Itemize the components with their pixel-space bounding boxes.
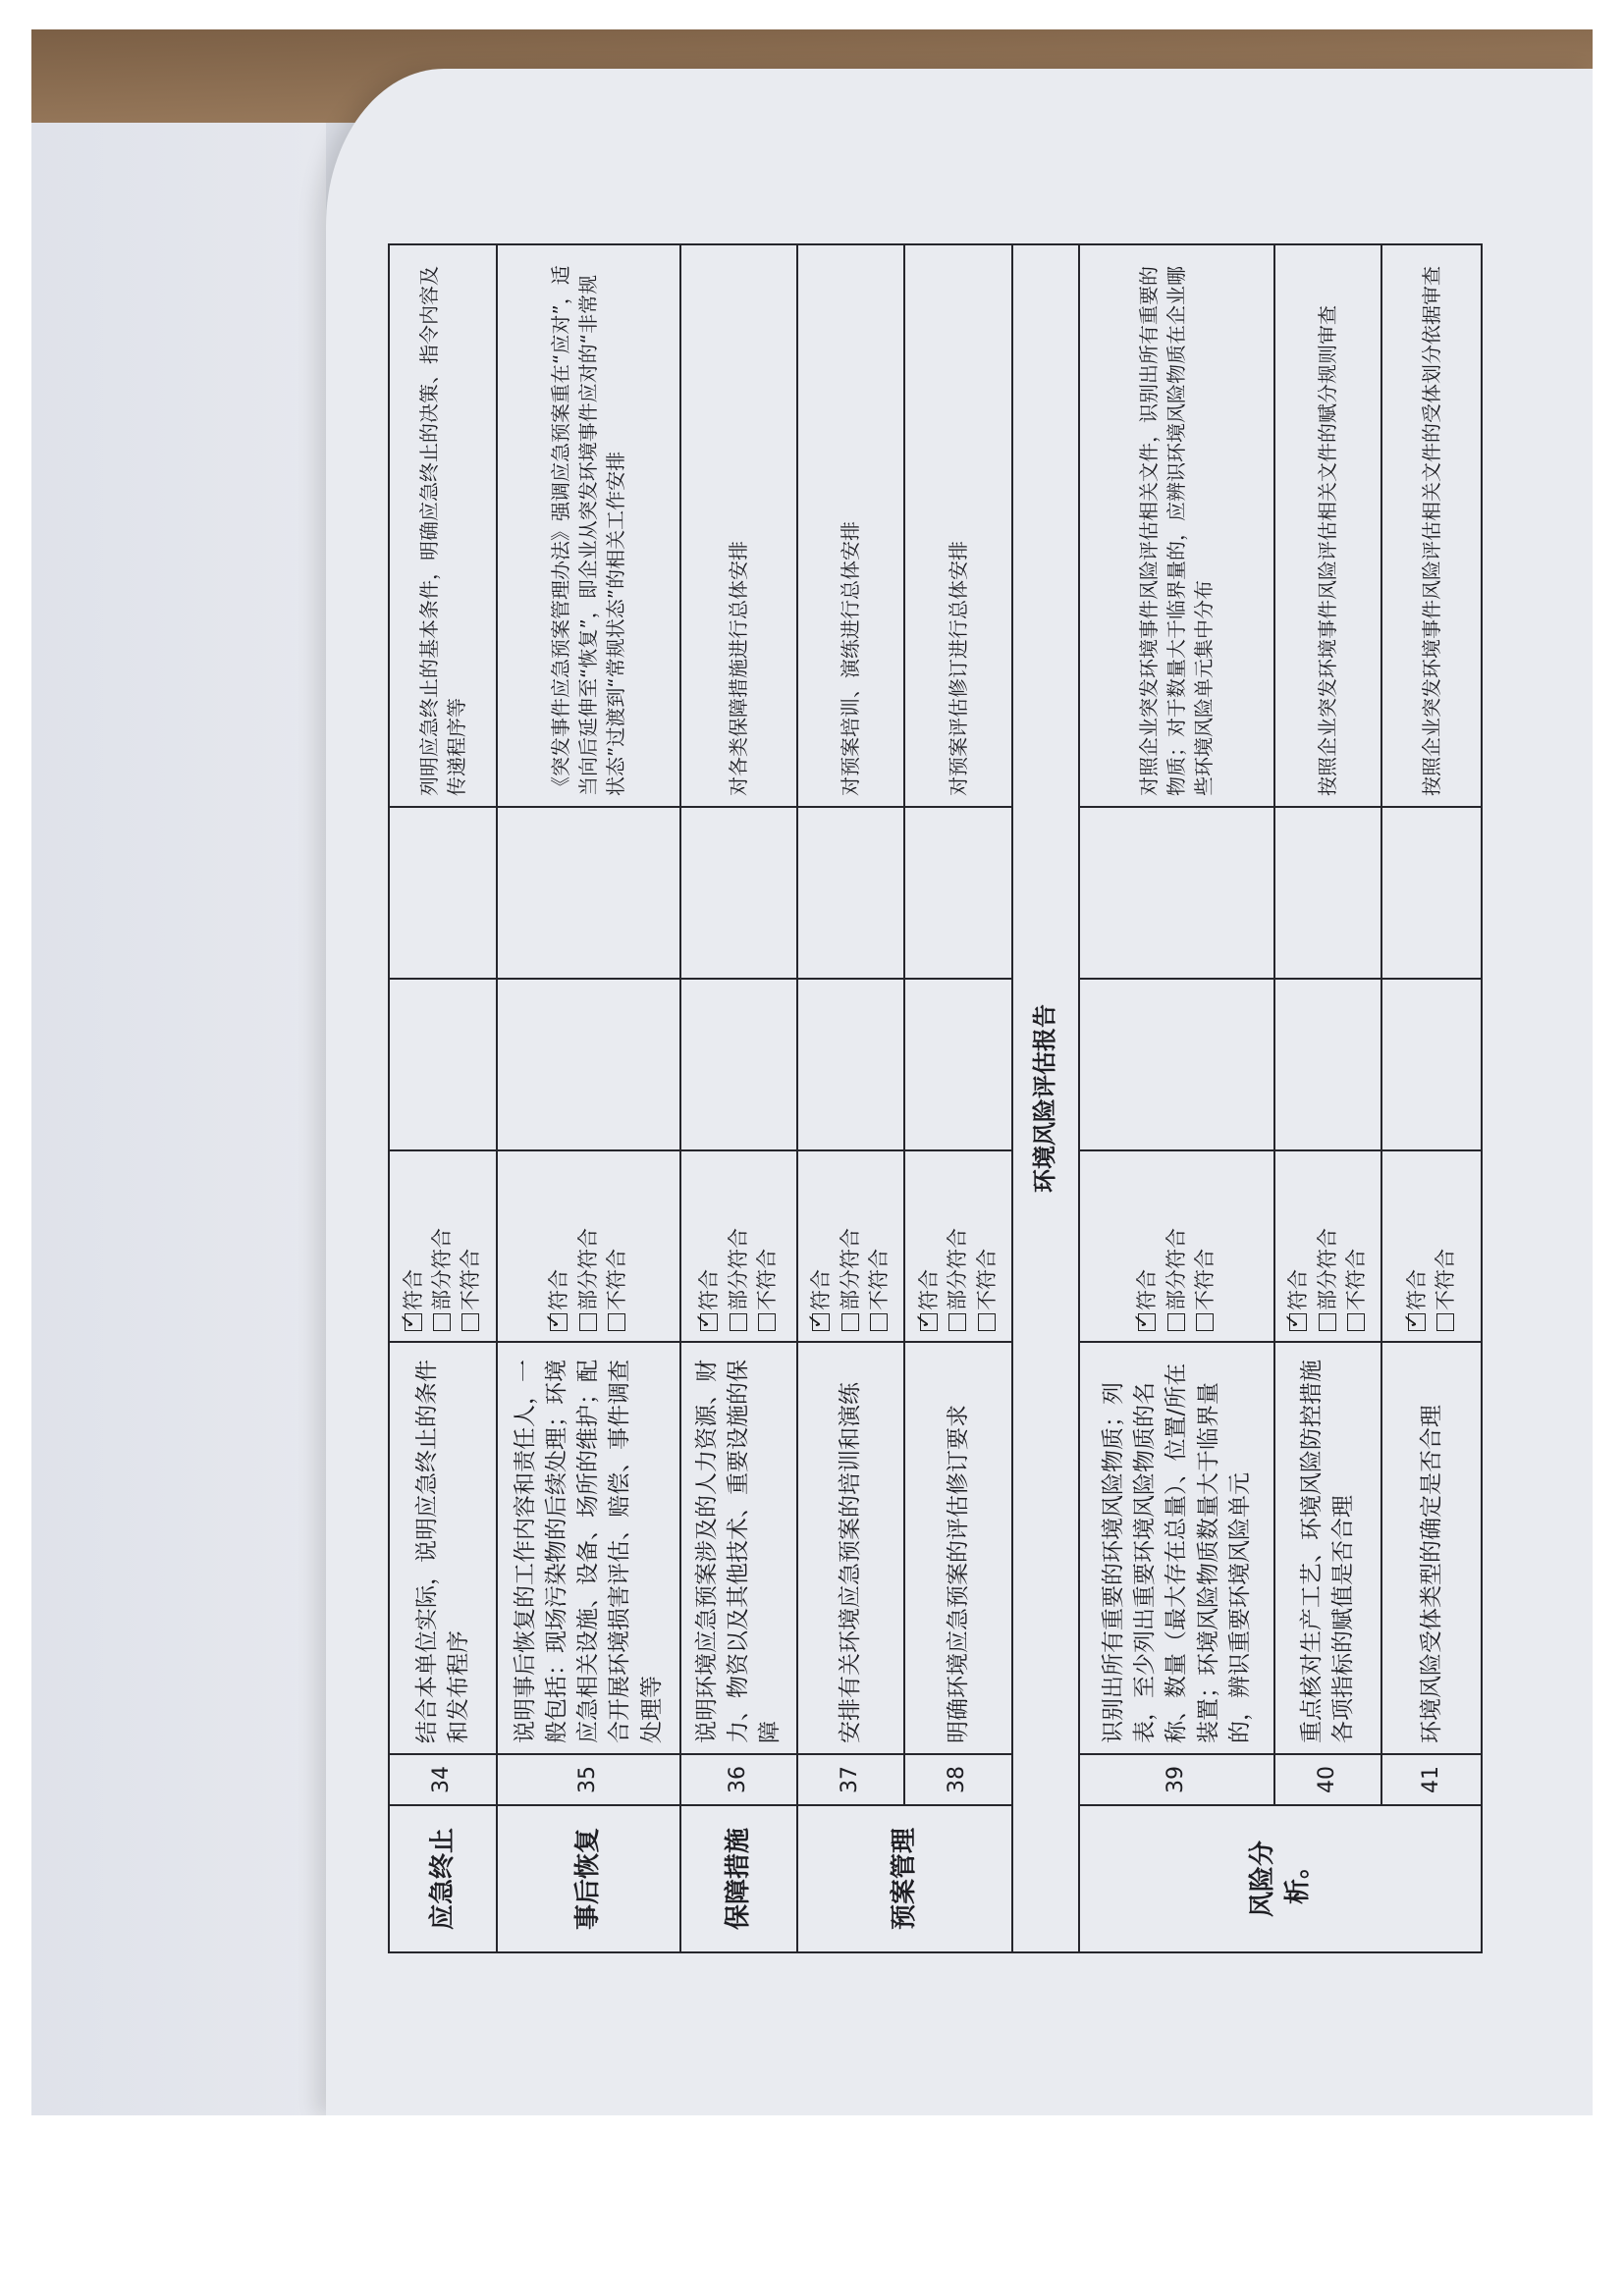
checkbox-icon[interactable] xyxy=(841,1313,859,1331)
result-options xyxy=(797,1150,905,1342)
item-number: 36 xyxy=(680,1754,797,1805)
blank-cell xyxy=(797,807,905,979)
checked-box-icon[interactable] xyxy=(1289,1313,1307,1331)
note-text: 对预案评估修订进行总体安排 xyxy=(904,244,1012,807)
option-partial[interactable]: 部分符合 xyxy=(428,1161,457,1331)
category-cell: 保障措施 xyxy=(680,1805,797,1952)
review-form-page xyxy=(388,245,1483,1953)
blank-cell xyxy=(497,807,681,979)
result-options xyxy=(389,1150,497,1342)
item-number: 34 xyxy=(389,1754,497,1805)
blank-cell xyxy=(797,979,905,1150)
category-cell: 预案管理 xyxy=(797,1805,1012,1952)
note-text: 按照企业突发环境事件风险评估相关文件的赋分规则审查 xyxy=(1274,244,1382,807)
result-options xyxy=(1274,1150,1382,1342)
checkbox-icon[interactable] xyxy=(870,1313,888,1331)
checked-box-icon[interactable] xyxy=(812,1313,830,1331)
option-partial[interactable]: 部分符合 xyxy=(574,1161,603,1331)
item-number: 40 xyxy=(1274,1754,1382,1805)
item-text: 安排有关环境应急预案的培训和演练 xyxy=(797,1342,905,1754)
option-nonconform[interactable]: 不符合 xyxy=(457,1161,485,1331)
item-text: 重点核对生产工艺、环境风险防控措施各项指标的赋值是否合理 xyxy=(1274,1342,1382,1754)
blank-cell xyxy=(1274,807,1382,979)
table-row xyxy=(497,244,681,1952)
note-text: 按照企业突发环境事件风险评估相关文件的受体划分依据审查 xyxy=(1381,244,1482,807)
option-partial[interactable]: 部分符合 xyxy=(837,1161,865,1331)
blank-cell xyxy=(389,979,497,1150)
option-nonconform[interactable]: 不符合 xyxy=(1432,1161,1460,1331)
option-conform[interactable]: ✓符合 xyxy=(545,1161,573,1331)
blank-cell xyxy=(1381,807,1482,979)
result-options xyxy=(680,1150,797,1342)
checked-box-icon[interactable] xyxy=(1138,1313,1156,1331)
result-options xyxy=(497,1150,681,1342)
blank-cell xyxy=(497,979,681,1150)
checked-box-icon[interactable] xyxy=(700,1313,718,1331)
table-row xyxy=(904,244,1012,1952)
item-number: 39 xyxy=(1079,1754,1273,1805)
note-text: 对各类保障措施进行总体安排 xyxy=(680,244,797,807)
option-partial[interactable]: 部分符合 xyxy=(1163,1161,1191,1331)
result-options xyxy=(1079,1150,1273,1342)
item-text: 说明事后恢复的工作内容和责任人，一般包括：现场污染物的后续处理；环境应急相关设施、设备、场所的维护；配合开展环境损害评估、赔偿、事件调查处理等 xyxy=(497,1342,681,1754)
table-row xyxy=(680,244,797,1952)
item-number: 38 xyxy=(904,1754,1012,1805)
option-nonconform[interactable]: 不符合 xyxy=(753,1161,782,1331)
blank-cell xyxy=(1079,807,1273,979)
option-conform[interactable]: ✓符合 xyxy=(1284,1161,1313,1331)
option-partial[interactable]: 部分符合 xyxy=(1314,1161,1342,1331)
item-number: 37 xyxy=(797,1754,905,1805)
table-row xyxy=(797,244,905,1952)
blank-cell xyxy=(904,979,1012,1150)
note-text: 《突发事件应急预案管理办法》强调应急预案重在“应对”，适当向后延伸至“恢复”，即企业从突发环境事件应对的“非常规状态”过渡到“常规状态”的相关工作安排 xyxy=(497,244,681,807)
item-number: 35 xyxy=(497,1754,681,1805)
option-conform[interactable]: ✓符合 xyxy=(695,1161,724,1331)
blank-cell xyxy=(904,807,1012,979)
category-cell: 风险分析。 xyxy=(1079,1805,1482,1952)
checkbox-icon[interactable] xyxy=(1436,1313,1454,1331)
checked-box-icon[interactable] xyxy=(920,1313,938,1331)
blank-cell xyxy=(1079,979,1273,1150)
item-text: 结合本单位实际，说明应急终止的条件和发布程序 xyxy=(389,1342,497,1754)
left-page xyxy=(31,123,326,2115)
checkbox-icon[interactable] xyxy=(730,1313,747,1331)
blank-cell xyxy=(1381,979,1482,1150)
checkbox-icon[interactable] xyxy=(433,1313,451,1331)
blank-cell xyxy=(680,979,797,1150)
section-row xyxy=(1012,244,1080,1952)
item-number: 41 xyxy=(1381,1754,1482,1805)
item-text: 环境风险受体类型的确定是否合理 xyxy=(1381,1342,1482,1754)
checked-box-icon[interactable] xyxy=(550,1313,568,1331)
option-nonconform[interactable]: 不符合 xyxy=(603,1161,631,1331)
review-table xyxy=(388,243,1483,1953)
category-cell: 应急终止 xyxy=(389,1805,497,1952)
checkbox-icon[interactable] xyxy=(1347,1313,1365,1331)
result-options xyxy=(904,1150,1012,1342)
checkbox-icon[interactable] xyxy=(579,1313,597,1331)
note-text: 列明应急终止的基本条件，明确应急终止的决策、指令内容及传递程序等 xyxy=(389,244,497,807)
blank-cell xyxy=(1274,979,1382,1150)
option-nonconform[interactable]: 不符合 xyxy=(1342,1161,1371,1331)
table-row xyxy=(1079,244,1273,1952)
option-nonconform[interactable]: 不符合 xyxy=(865,1161,893,1331)
checkbox-icon[interactable] xyxy=(461,1313,479,1331)
option-nonconform[interactable]: 不符合 xyxy=(1191,1161,1219,1331)
option-conform[interactable]: ✓符合 xyxy=(1403,1161,1432,1331)
table-row xyxy=(389,244,497,1952)
item-text: 说明环境应急预案涉及的人力资源、财力、物资以及其他技术、重要设施的保障 xyxy=(680,1342,797,1754)
table-row xyxy=(1274,244,1382,1952)
option-conform[interactable]: ✓符合 xyxy=(807,1161,836,1331)
checked-box-icon[interactable] xyxy=(405,1313,422,1331)
option-nonconform[interactable]: 不符合 xyxy=(973,1161,1001,1331)
option-partial[interactable]: 部分符合 xyxy=(944,1161,972,1331)
blank-cell xyxy=(680,807,797,979)
checked-box-icon[interactable] xyxy=(1408,1313,1426,1331)
option-partial[interactable]: 部分符合 xyxy=(725,1161,753,1331)
checkbox-icon[interactable] xyxy=(758,1313,776,1331)
checkbox-icon[interactable] xyxy=(1196,1313,1214,1331)
option-conform[interactable]: ✓符合 xyxy=(1133,1161,1162,1331)
item-text: 识别出所有重要的环境风险物质；列表，至少列出重要环境风险物质的名称、数量（最大存在总量）、位置/所在装置；环境风险物质数量大于临界量的，辨识重要环境风险单元 xyxy=(1079,1342,1273,1754)
note-text: 对预案培训、演练进行总体安排 xyxy=(797,244,905,807)
option-conform[interactable]: ✓符合 xyxy=(400,1161,428,1331)
checkbox-icon[interactable] xyxy=(948,1313,966,1331)
note-text: 对照企业突发环境事件风险评估相关文件，识别出所有重要的物质；对于数量大于临界量的，应辨识环境风险物质在企业哪些环境风险单元集中分布 xyxy=(1079,244,1273,807)
result-options xyxy=(1381,1150,1482,1342)
category-cell: 事后恢复 xyxy=(497,1805,681,1952)
blank-cell xyxy=(389,807,497,979)
section-title: 环境风险评估报告 xyxy=(1012,244,1080,1952)
table-row xyxy=(1381,244,1482,1952)
checkbox-icon[interactable] xyxy=(1167,1313,1185,1331)
checkbox-icon[interactable] xyxy=(1319,1313,1336,1331)
checkbox-icon[interactable] xyxy=(978,1313,996,1331)
checkbox-icon[interactable] xyxy=(608,1313,625,1331)
item-text: 明确环境应急预案的评估修订要求 xyxy=(904,1342,1012,1754)
option-conform[interactable]: ✓符合 xyxy=(915,1161,944,1331)
